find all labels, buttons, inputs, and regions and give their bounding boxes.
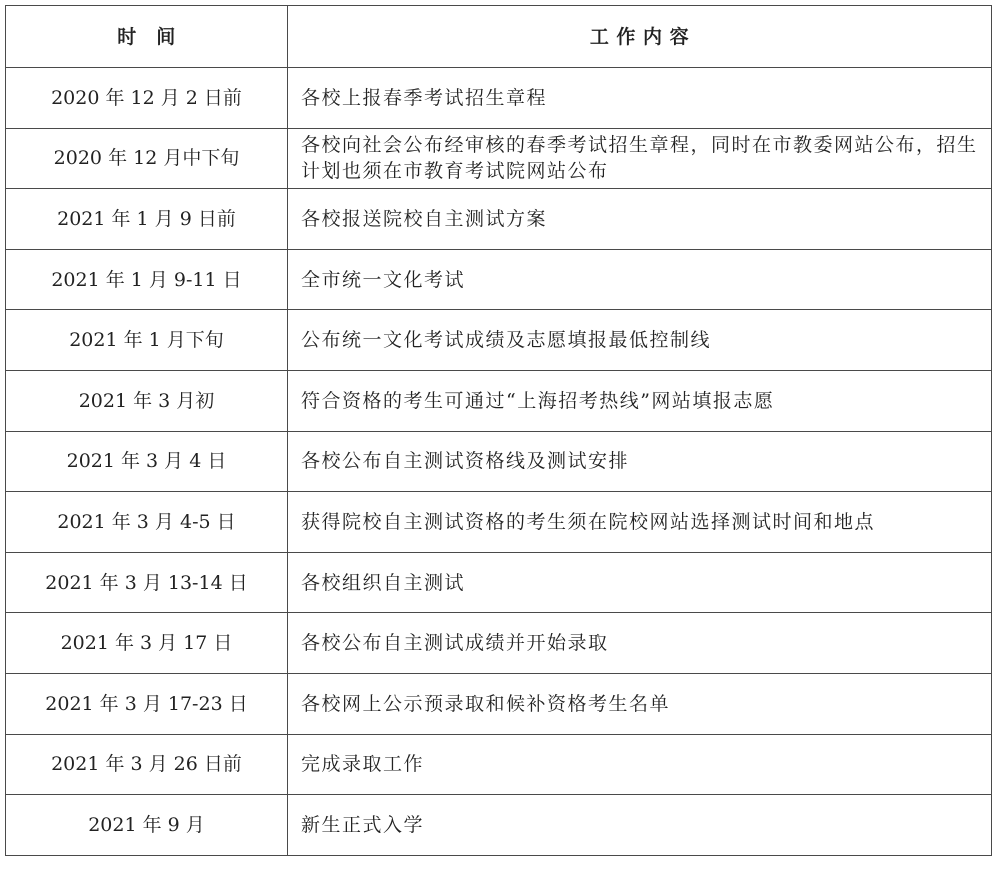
time-cell: 2021 年 9 月: [6, 795, 288, 856]
content-cell: 获得院校自主测试资格的考生须在院校网站选择测试时间和地点: [288, 492, 992, 553]
table-row: [6, 613, 992, 674]
content-cell: 符合资格的考生可通过“上海招考热线”网站填报志愿: [288, 370, 992, 431]
content-cell: 完成录取工作: [288, 734, 992, 795]
time-cell: 2021 年 1 月 9-11 日: [6, 249, 288, 310]
table-row: [6, 68, 992, 129]
time-cell: 2021 年 3 月 17 日: [6, 613, 288, 674]
header-content: 工 作 内 容: [288, 6, 992, 68]
table-row: [6, 795, 992, 856]
time-cell: 2021 年 3 月 4-5 日: [6, 492, 288, 553]
header-time: 时 间: [6, 6, 288, 68]
content-cell: 各校组织自主测试: [288, 552, 992, 613]
content-cell: 各校网上公示预录取和候补资格考生名单: [288, 673, 992, 734]
time-cell: 2021 年 3 月 17-23 日: [6, 673, 288, 734]
time-cell: 2020 年 12 月 2 日前: [6, 68, 288, 129]
table-row: [6, 128, 992, 189]
content-cell: 各校向社会公布经审核的春季考试招生章程，同时在市教委网站公布，招生计划也须在市教育考试院网站公布: [288, 128, 992, 189]
time-cell: 2021 年 3 月 26 日前: [6, 734, 288, 795]
header-row: [6, 6, 992, 68]
content-cell: 各校报送院校自主测试方案: [288, 189, 992, 250]
time-cell: 2021 年 3 月 4 日: [6, 431, 288, 492]
table-row: [6, 310, 992, 371]
time-cell: 2021 年 3 月 13-14 日: [6, 552, 288, 613]
content-cell: 各校上报春季考试招生章程: [288, 68, 992, 129]
table-row: [6, 189, 992, 250]
time-cell: 2021 年 1 月 9 日前: [6, 189, 288, 250]
table-row: [6, 431, 992, 492]
content-cell: 全市统一文化考试: [288, 249, 992, 310]
time-cell: 2020 年 12 月中下旬: [6, 128, 288, 189]
table-row: [6, 370, 992, 431]
schedule-table: [5, 5, 992, 856]
table-row: [6, 249, 992, 310]
table-row: [6, 552, 992, 613]
time-cell: 2021 年 3 月初: [6, 370, 288, 431]
table-row: [6, 492, 992, 553]
content-cell: 公布统一文化考试成绩及志愿填报最低控制线: [288, 310, 992, 371]
table-row: [6, 673, 992, 734]
time-cell: 2021 年 1 月下旬: [6, 310, 288, 371]
content-cell: 各校公布自主测试成绩并开始录取: [288, 613, 992, 674]
table-row: [6, 734, 992, 795]
content-cell: 新生正式入学: [288, 795, 992, 856]
content-cell: 各校公布自主测试资格线及测试安排: [288, 431, 992, 492]
